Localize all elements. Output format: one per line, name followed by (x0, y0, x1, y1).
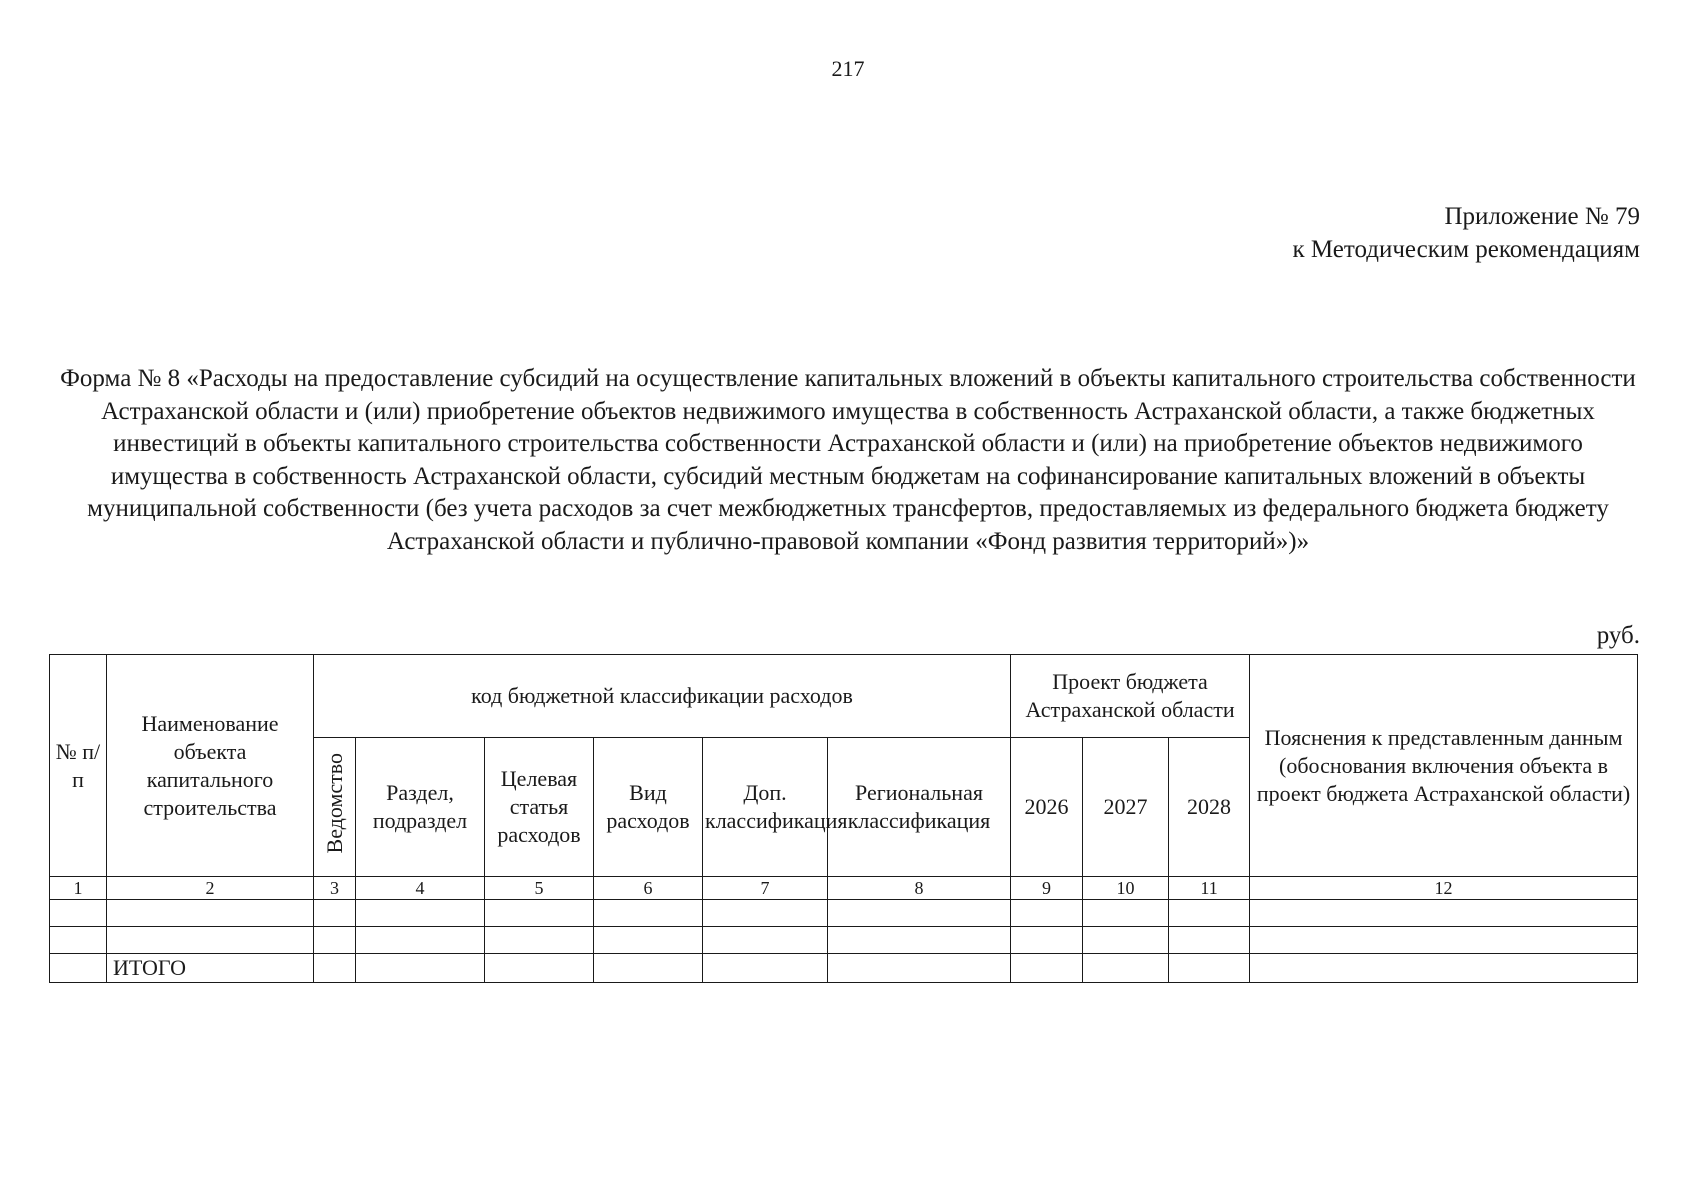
column-number: 1 (50, 877, 107, 900)
column-number: 5 (485, 877, 594, 900)
header-razdel: Раздел, подраздел (356, 738, 485, 877)
table-cell (356, 954, 485, 983)
table-cell (703, 954, 828, 983)
table-cell (1250, 954, 1638, 983)
header-year-2028: 2028 (1169, 738, 1250, 877)
header-notes: Пояснения к представленным данным (обоснования включения объекта в проект бюджета Астраханской области) (1250, 655, 1638, 877)
header-regional: Региональная классификация (828, 738, 1011, 877)
header-dop: Доп. классификация (703, 738, 828, 877)
column-number: 6 (594, 877, 703, 900)
table-cell (594, 927, 703, 954)
appendix-line-2: к Методическим рекомендациям (1292, 236, 1640, 263)
table-cell (50, 927, 107, 954)
table-cell (1169, 900, 1250, 927)
appendix-reference (1292, 200, 1640, 266)
table-cell (594, 954, 703, 983)
table-cell (485, 954, 594, 983)
header-object-name: Наименование объекта капитального строительства (107, 655, 314, 877)
column-number: 2 (107, 877, 314, 900)
form-table (49, 654, 1638, 983)
table-cell (356, 900, 485, 927)
table-cell (314, 900, 356, 927)
header-kbk: код бюджетной классификации расходов (314, 655, 1011, 738)
currency-unit: руб. (1596, 622, 1640, 649)
table-cell (107, 900, 314, 927)
table-cell (314, 954, 356, 983)
page-number: 217 (831, 56, 865, 81)
table-cell (1169, 927, 1250, 954)
table-cell (356, 927, 485, 954)
table-cell (485, 900, 594, 927)
column-number: 9 (1011, 877, 1083, 900)
header-vedomstvo-label: Ведомство (321, 753, 347, 854)
table-cell (1250, 927, 1638, 954)
table-cell (1083, 900, 1169, 927)
table-cell (50, 954, 107, 983)
column-number: 4 (356, 877, 485, 900)
table-cell (1083, 927, 1169, 954)
table-cell (1011, 954, 1083, 983)
table-cell (50, 900, 107, 927)
column-number: 10 (1083, 877, 1169, 900)
table-cell (1011, 900, 1083, 927)
column-number: 7 (703, 877, 828, 900)
column-number-row (50, 877, 1638, 900)
table-cell (703, 900, 828, 927)
header-budget-project: Проект бюджета Астраханской области (1011, 655, 1250, 738)
appendix-line-1: Приложение № 79 (1444, 203, 1640, 230)
table-cell (1250, 900, 1638, 927)
header-vedomstvo (314, 738, 356, 877)
table-row (50, 900, 1638, 927)
total-label: ИТОГО (107, 954, 314, 983)
total-row (50, 954, 1638, 983)
table-cell (828, 900, 1011, 927)
header-year-2026: 2026 (1011, 738, 1083, 877)
header-year-2027: 2027 (1083, 738, 1169, 877)
table-cell (828, 954, 1011, 983)
table-cell (1169, 954, 1250, 983)
table-cell (1011, 927, 1083, 954)
column-number: 11 (1169, 877, 1250, 900)
table-cell (594, 900, 703, 927)
header-num: № п/п (50, 655, 107, 877)
column-number: 3 (314, 877, 356, 900)
table-cell (703, 927, 828, 954)
table-cell (314, 927, 356, 954)
table-cell (1083, 954, 1169, 983)
column-number: 12 (1250, 877, 1638, 900)
header-celevaya: Целевая статья расходов (485, 738, 594, 877)
column-number: 8 (828, 877, 1011, 900)
table-cell (107, 927, 314, 954)
table-cell (828, 927, 1011, 954)
form-title: Форма № 8 «Расходы на предоставление субсидий на осуществление капитальных вложений в объекты капитального строительства собственности Астраханской области и (или) приобретение объектов недвижимого имущества в собственность Астраханской области, а также бюджетных инвестиций в объекты капитального строительства собственности Астраханской области и (или) на приобретение объектов недвижимого имущества в собственность Астраханской области, субсидий местным бюджетам на софинансирование капитальных вложений в объекты муниципальной собственности (без учета расходов за счет межбюджетных трансфертов, предоставляемых из федерального бюджета бюджету Астраханской области и публично-правовой компании «Фонд развития территорий»)» (60, 365, 1636, 555)
table-cell (485, 927, 594, 954)
table-row (50, 927, 1638, 954)
header-vid: Вид расходов (594, 738, 703, 877)
header-row-top (50, 655, 1638, 738)
